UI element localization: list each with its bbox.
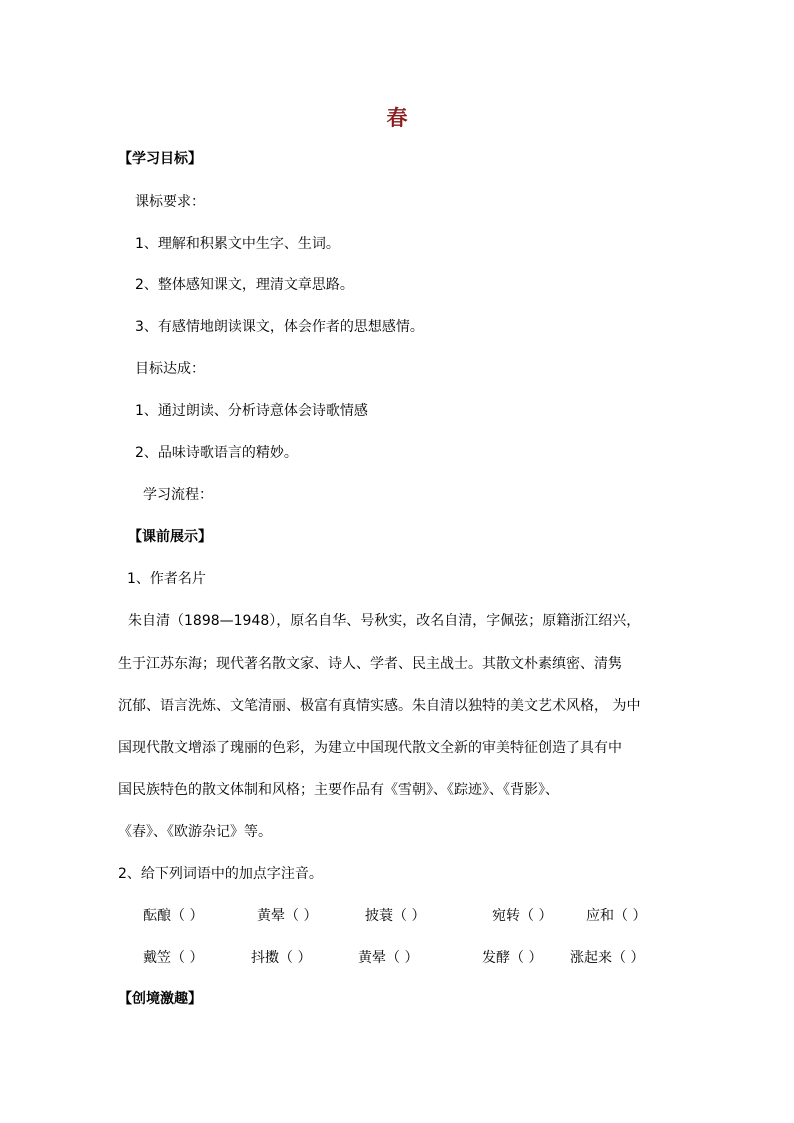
pinyin-item: 应和（ ） [586,908,647,924]
pinyin-item: 宛转（ ） [492,908,553,924]
author-card-label: 1、作者名片 [127,571,206,587]
goal-achievement-label: 目标达成： [135,361,205,377]
pinyin-item: 涨起来（ ） [570,950,645,966]
requirement-item: 1、理解和积累文中生字、生词。 [135,236,340,252]
pinyin-row [0,948,794,968]
author-paragraph-line: 朱自清（1898—1948），原名自华、号秋实，改名自清，字佩弦；原籍浙江绍兴， [128,613,641,629]
requirement-item: 2、整体感知课文，理清文章思路。 [135,277,354,293]
author-paragraph-line: 生于江苏东海；现代著名散文家、诗人、学者、民主战士。其散文朴素缜密、清隽 [118,656,622,672]
pinyin-task-label: 2、给下列词语中的加点字注音。 [118,866,323,882]
preclass-heading: 【课前展示】 [128,529,212,545]
achievement-item: 2、品味诗歌语言的精妙。 [135,445,298,461]
requirement-item: 3、有感情地朗读课文，体会作者的思想感情。 [135,319,424,335]
learning-process-label: 学习流程： [143,487,213,503]
pinyin-item: 黄晕（ ） [257,908,318,924]
pinyin-item: 抖擞（ ） [251,950,312,966]
achievement-item: 1、通过朗读、分析诗意体会诗歌情感 [135,403,368,419]
pinyin-item: 披蓑（ ） [365,908,426,924]
document-title: 春 [386,105,408,130]
pinyin-row [0,906,794,926]
author-paragraph-line: 国民族特色的散文体制和风格；主要作品有《雪朝》、《踪迹》、《背影》、 [118,782,559,798]
learning-goals-heading: 【学习目标】 [118,151,202,167]
author-paragraph-line: 沉郁、语言洗炼、文笔清丽、极富有真情实感。朱自清以独特的美文艺术风格， 为中 [118,698,641,714]
pinyin-item: 戴笠（ ） [143,950,204,966]
curriculum-requirements-label: 课标要求： [135,194,205,210]
author-paragraph-line: 《春》、《欧游杂记》等。 [118,824,272,840]
scenario-heading: 【创境激趣】 [118,991,202,1007]
author-paragraph-line: 国现代散文增添了瑰丽的色彩，为建立中国现代散文全新的审美特征创造了具有中 [118,740,622,756]
pinyin-item: 发酵（ ） [482,950,543,966]
pinyin-item: 酝酿（ ） [143,908,204,924]
pinyin-item: 黄晕（ ） [358,950,419,966]
